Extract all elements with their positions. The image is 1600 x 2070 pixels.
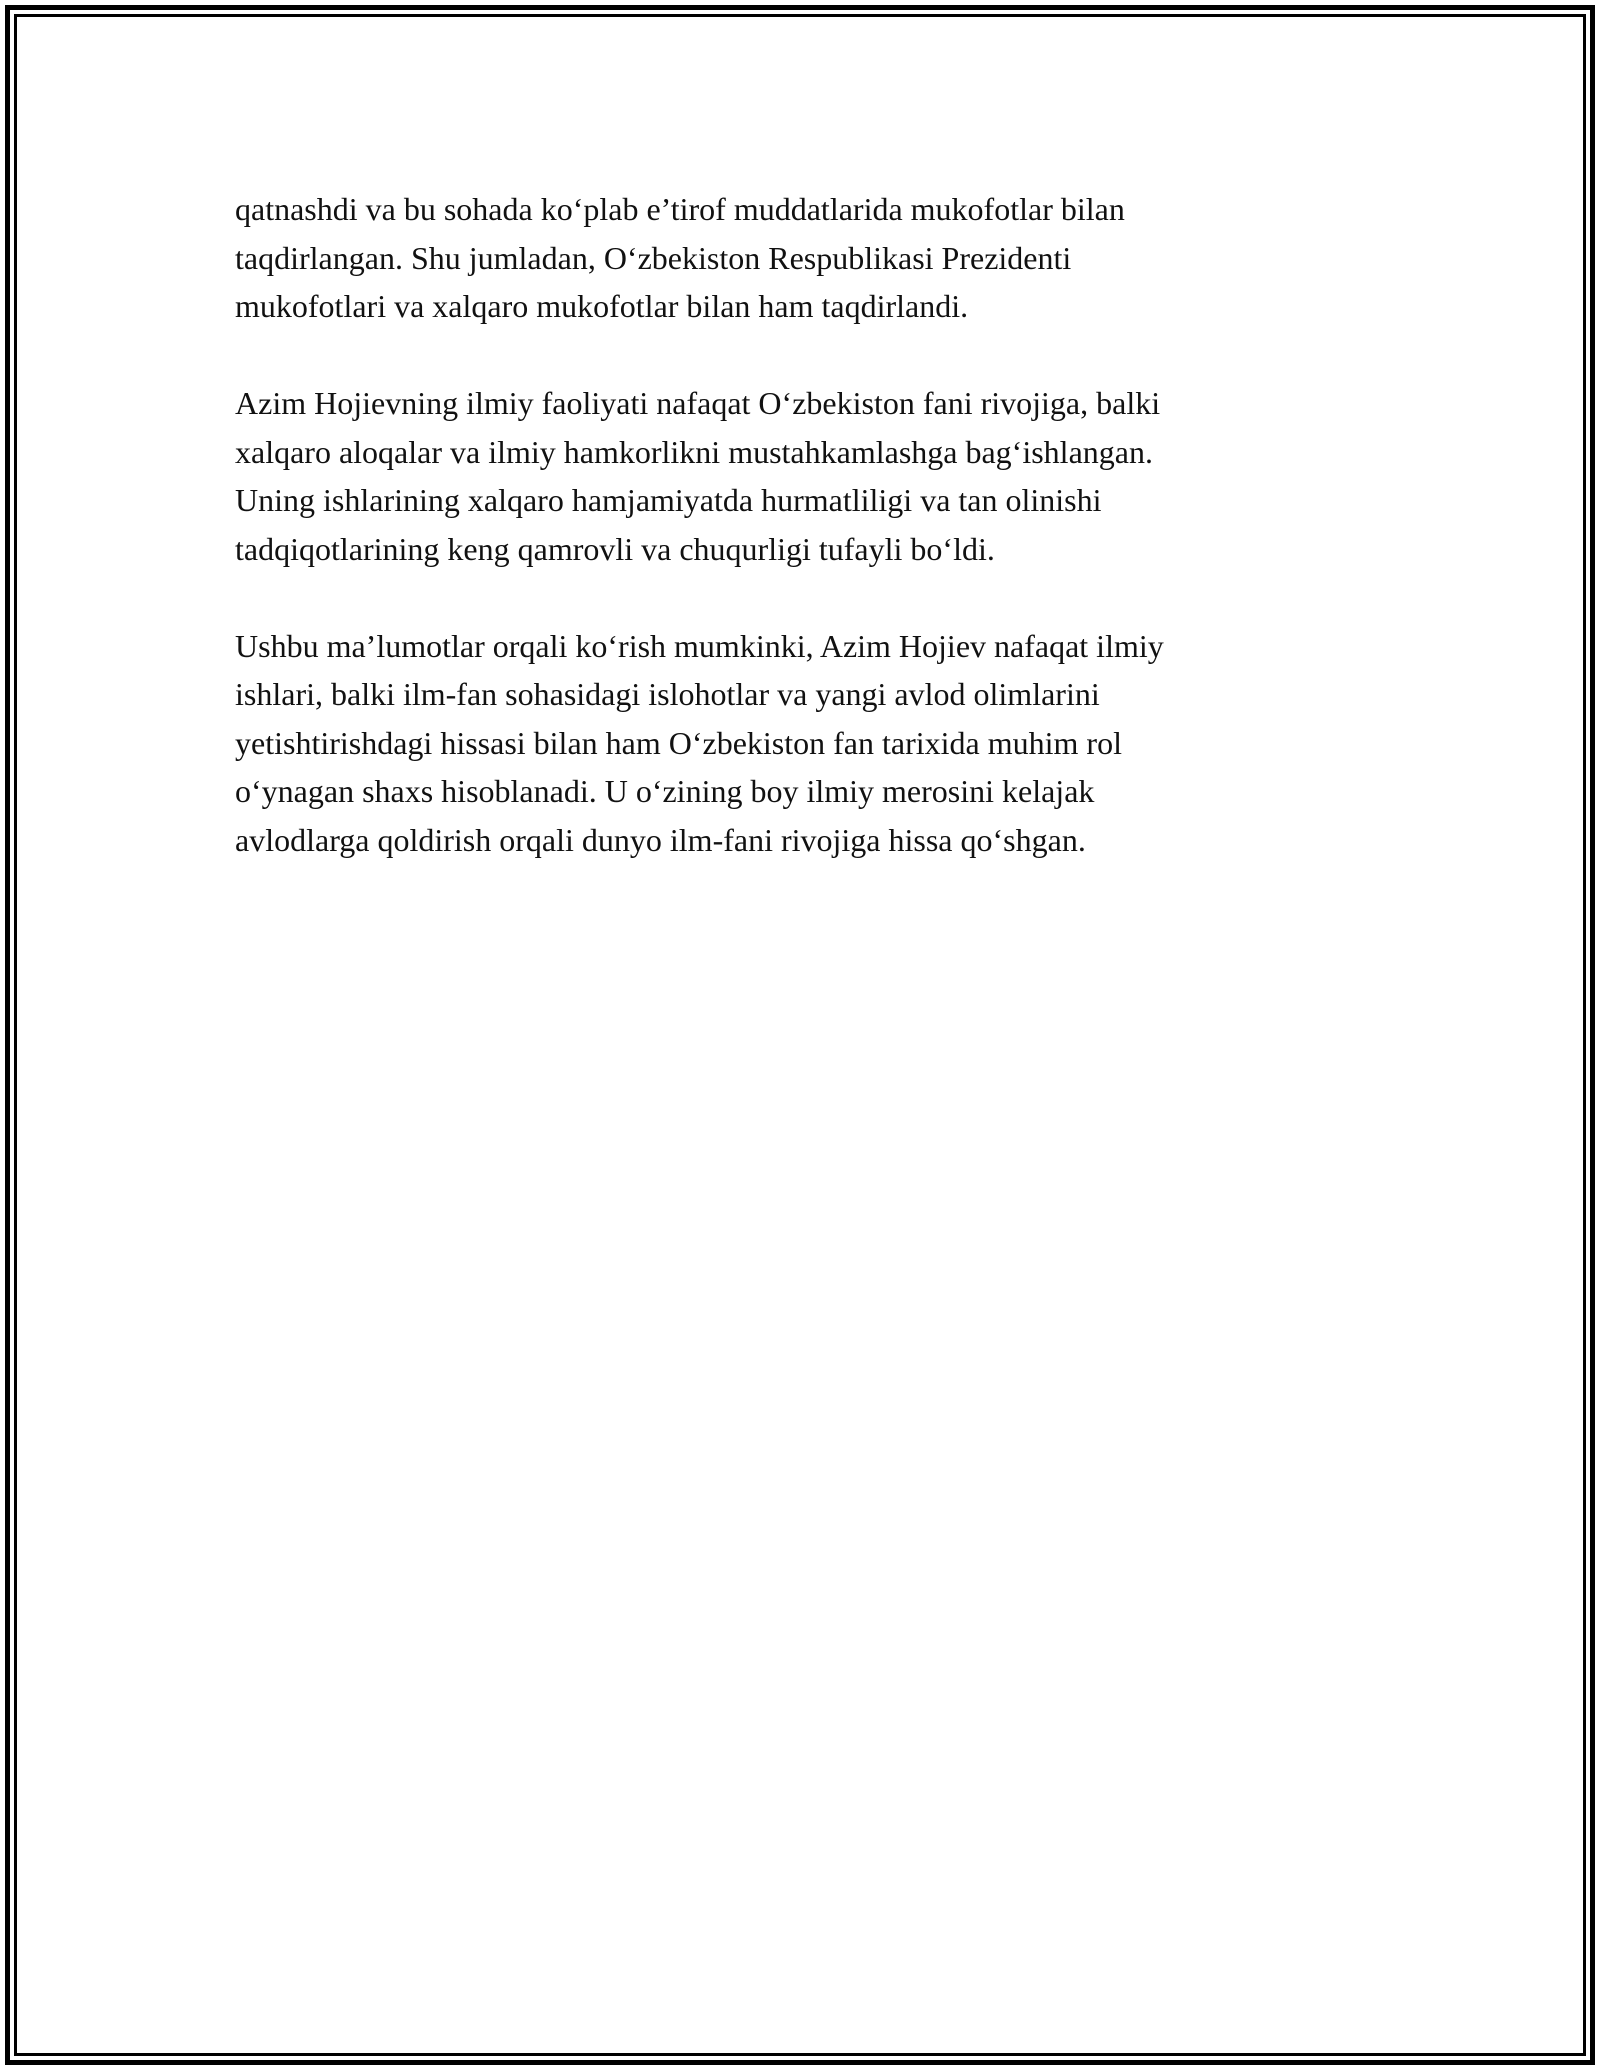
text-line: ishlari, balki ilm-fan sohasidagi islohotlar va yangi avlod olimlarini [235, 676, 1100, 712]
text-line: tadqiqotlarining keng qamrovli va chuqurligi tufayli bo‘ldi. [235, 530, 995, 567]
paragraph-legacy [235, 622, 1365, 865]
text-line: o‘ynagan shaxs hisoblanadi. U o‘zining boy ilmiy merosini kelajak [235, 773, 1095, 809]
document-body [235, 185, 1365, 913]
text-line: taqdirlangan. Shu jumladan, O‘zbekiston Respublikasi Prezidenti [235, 239, 1072, 276]
text-line: Azim Hojievning ilmiy faoliyati nafaqat O‘zbekiston fani rivojiga, balki [235, 385, 1161, 421]
paragraph-awards [235, 185, 1365, 331]
text-line: Ushbu ma’lumotlar orqali ko‘rish mumkinki, Azim Hojiev nafaqat ilmiy [235, 627, 1164, 664]
text-line: qatnashdi va bu sohada ko‘plab e’tirof muddatlarida mukofotlar bilan [235, 191, 1125, 227]
text-line: yetishtirishdagi hissasi bilan ham O‘zbekiston fan tarixida muhim rol [235, 724, 1122, 761]
text-line: xalqaro aloqalar va ilmiy hamkorlikni mustahkamlashga bag‘ishlangan. [235, 433, 1153, 470]
paragraph-scientific-activity [235, 379, 1365, 573]
text-line: avlodlarga qoldirish orqali dunyo ilm-fani rivojiga hissa qo‘shgan. [235, 821, 1086, 858]
text-line: Uning ishlarining xalqaro hamjamiyatda hurmatliligi va tan olinishi [235, 482, 1102, 518]
text-line: mukofotlari va xalqaro mukofotlar bilan ham taqdirlandi. [235, 288, 969, 324]
